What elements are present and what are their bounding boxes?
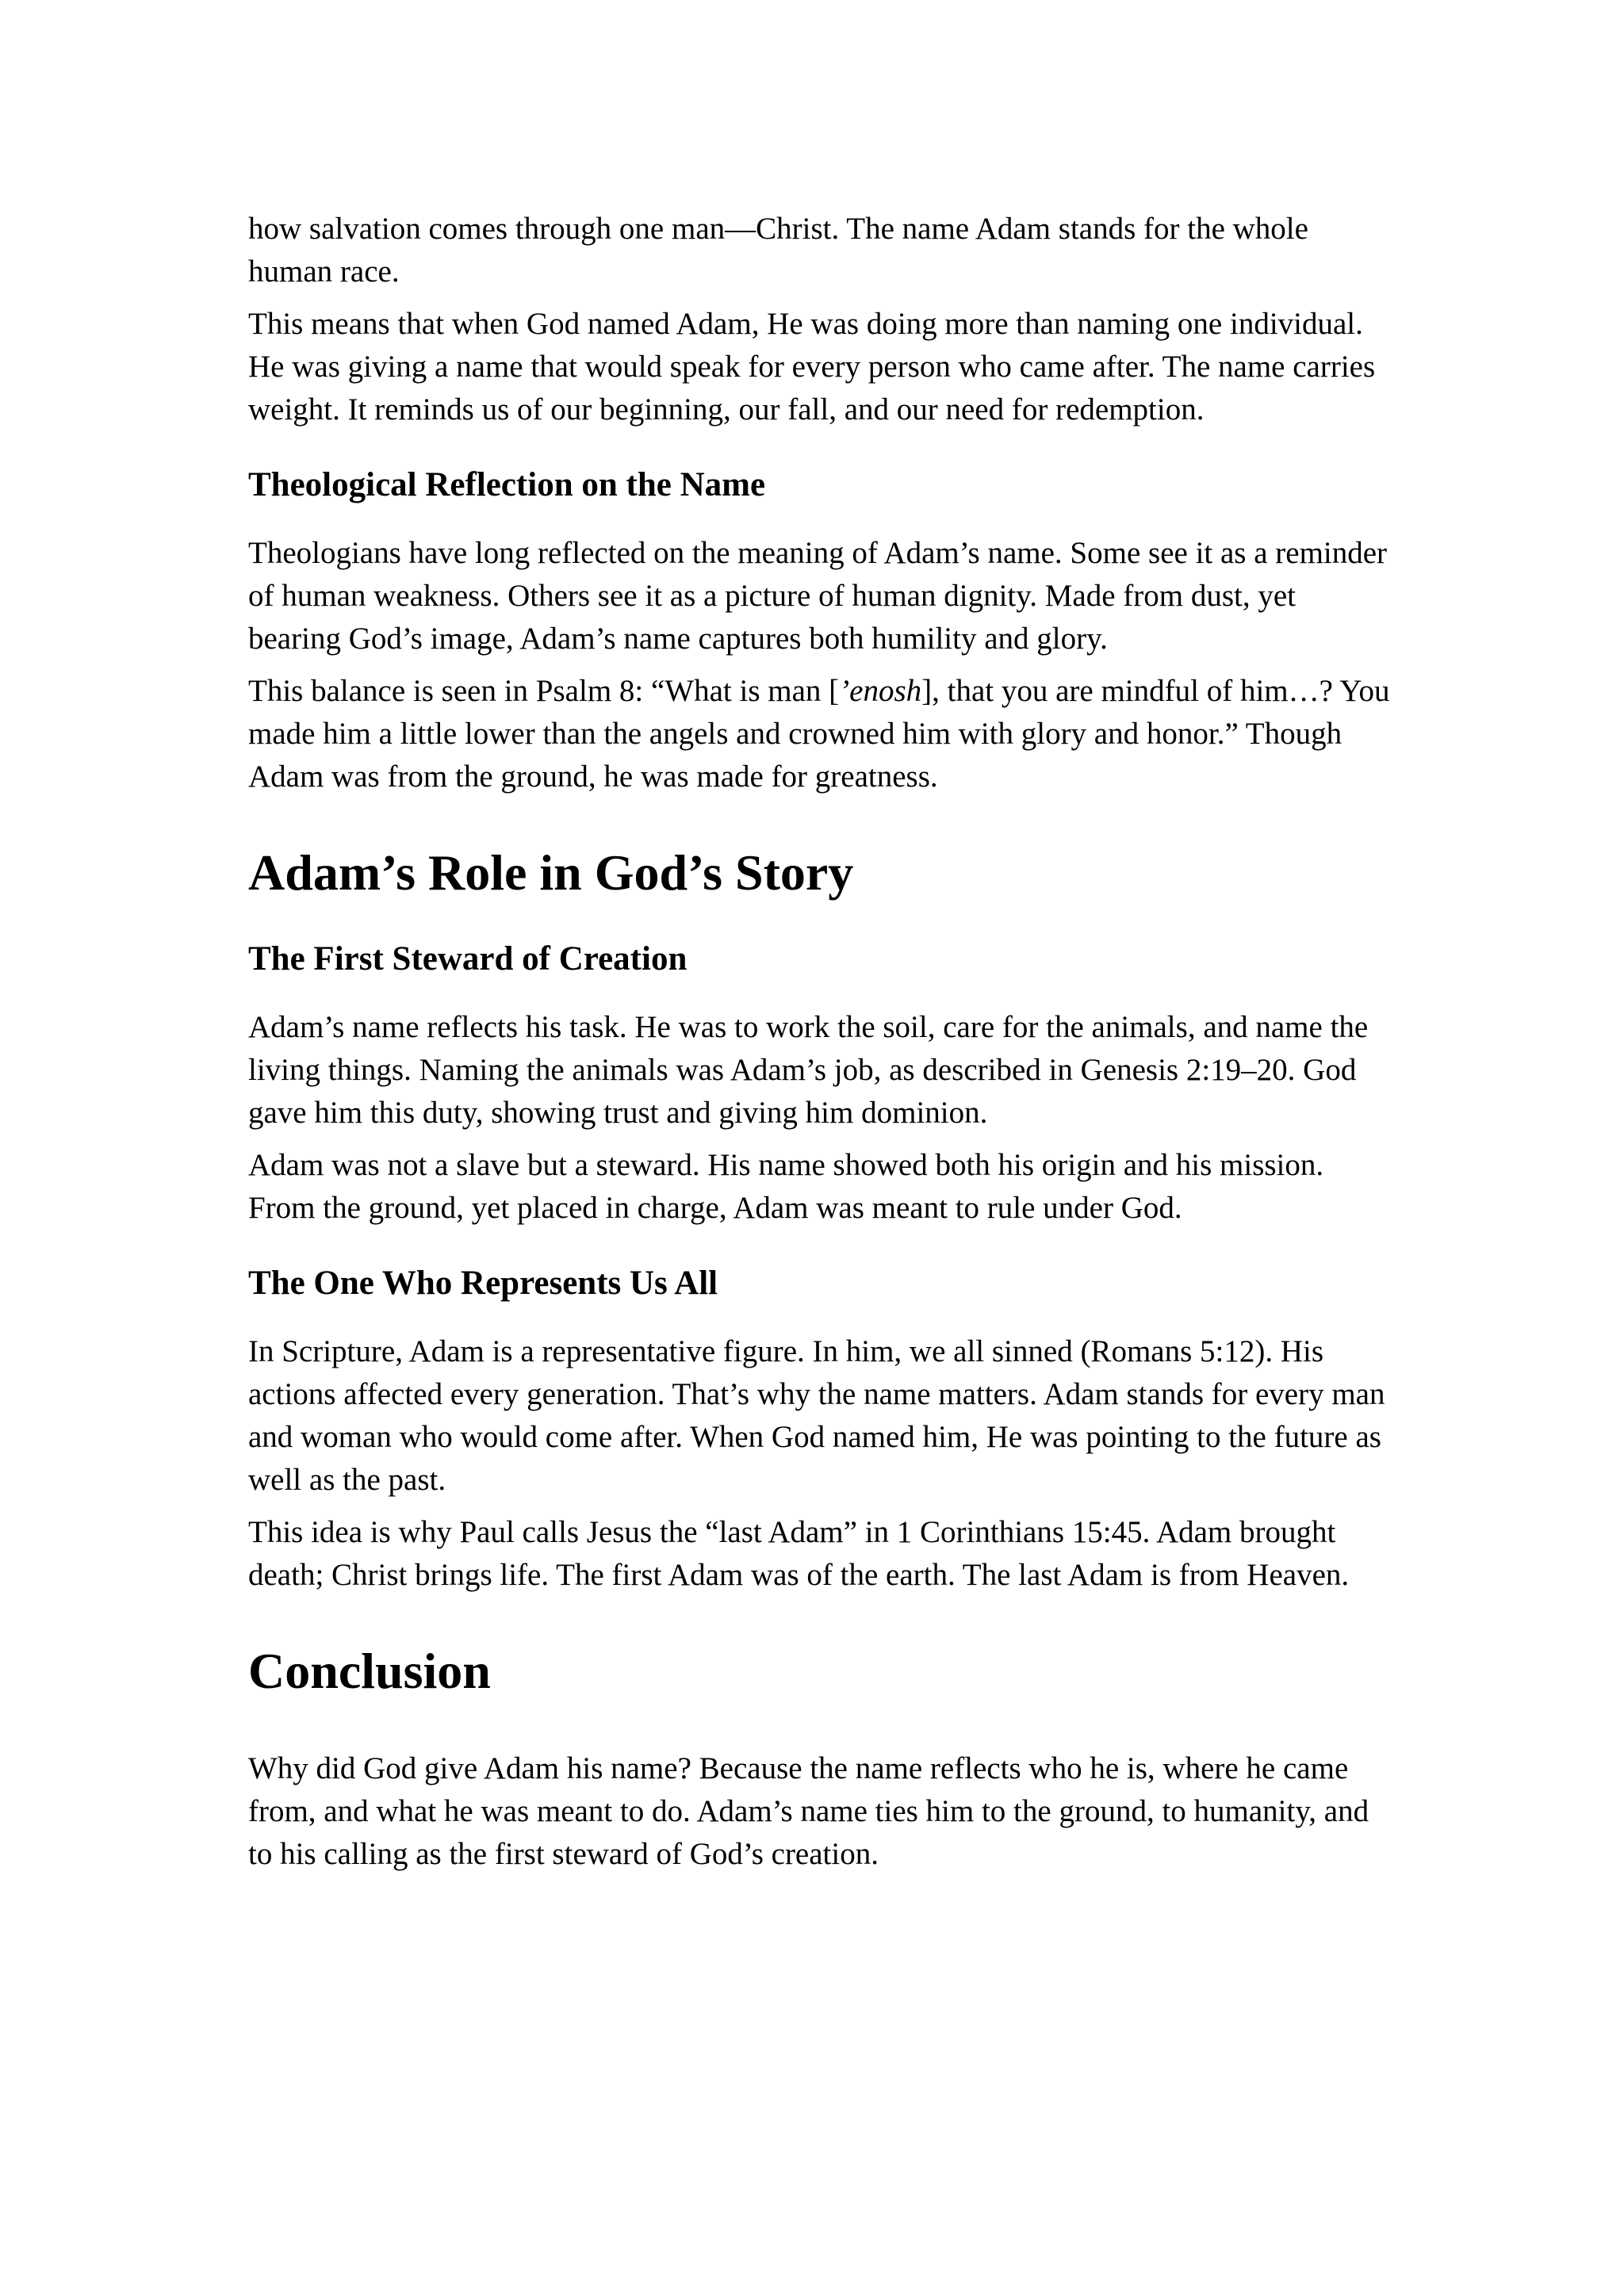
- paragraph-steward: Adam was not a slave but a steward. His name showed both his origin and his mission. From the ground, yet placed in charge, Adam was meant to rule under God.: [248, 1148, 1324, 1225]
- heading-conclusion: Conclusion: [248, 1643, 491, 1699]
- heading-represents-us-all: The One Who Represents Us All: [248, 1265, 718, 1302]
- heading-theological-reflection: Theological Reflection on the Name: [248, 466, 766, 503]
- heading-first-steward: The First Steward of Creation: [248, 940, 688, 978]
- heading-adams-role: Adam’s Role in God’s Story: [248, 844, 854, 901]
- paragraph-conclusion: Why did God give Adam his name? Because the name reflects who he is, where he came from, and what he was meant to do. Adam’s name ties him to the ground, to humanity, and to his calling as the first steward of God’s creation.: [248, 1751, 1369, 1871]
- document-body: [248, 208, 1390, 1876]
- paragraph-last-adam: This idea is why Paul calls Jesus the “last Adam” in 1 Corinthians 15:45. Adam brought death; Christ brings life. The first Adam was of the earth. The last Adam is from Heaven.: [248, 1515, 1350, 1592]
- psalm-text-end: ], that you are mindful of him…? You made him a little lower than the angels and crowned him with glory and honor.” Though Adam was from the ground, he was made for greatness.: [248, 674, 1390, 794]
- paragraph-naming-meaning: This means that when God named Adam, He was doing more than naming one individual. He was giving a name that would speak for every person who came after. The name carries weight. It reminds us of our beginning, our fall, and our need for redemption.: [248, 307, 1376, 427]
- psalm-text-start: This balance is seen in Psalm 8: “What is man [: [248, 674, 840, 708]
- paragraph-representative: In Scripture, Adam is a representative figure. In him, we all sinned (Romans 5:12). His actions affected every generation. That’s why the name matters. Adam stands for every man and woman who would come after. When God named him, He was pointing to the future as well as the past.: [248, 1334, 1385, 1497]
- paragraph-salvation: how salvation comes through one man—Christ. The name Adam stands for the whole human race.: [248, 212, 1308, 289]
- enosh-term: ’enosh: [839, 674, 922, 708]
- paragraph-task: Adam’s name reflects his task. He was to work the soil, care for the animals, and name the living things. Naming the animals was Adam’s job, as described in Genesis 2:19–20. God gave him this duty, showing trust and giving him dominion.: [248, 1010, 1369, 1130]
- paragraph-psalm-8: [248, 670, 1390, 798]
- paragraph-theologians: Theologians have long reflected on the meaning of Adam’s name. Some see it as a reminder of human weakness. Others see it as a picture of human dignity. Made from dust, yet bearing God’s image, Adam’s name captures both humility and glory.: [248, 536, 1388, 656]
